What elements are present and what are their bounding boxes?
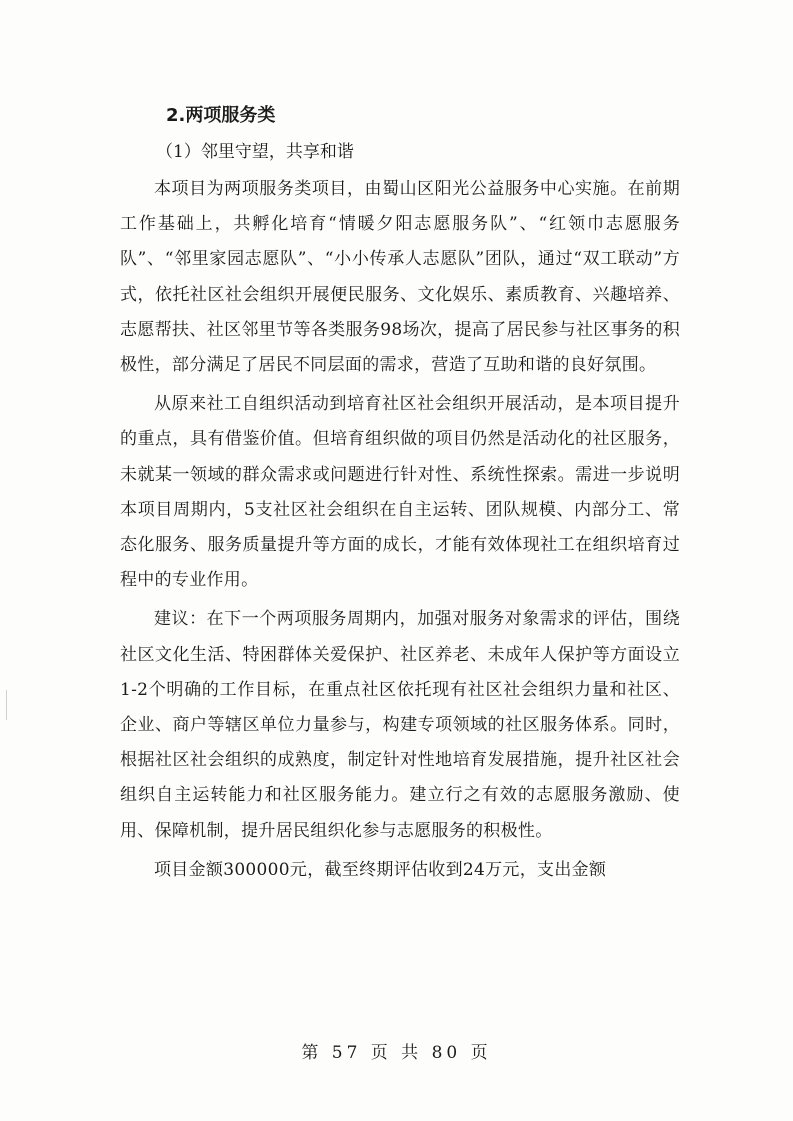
section-heading: 2.两项服务类 [166,105,276,126]
paragraph-funding: 项目金额300000元，截至终期评估收到24万元，支出金额 [154,859,607,880]
scan-margin-mark [6,690,7,720]
paragraph-suggestion: 建议：在下一个两项服务周期内，加强对服务对象需求的评估，围绕社区文化生活、特困群体关爱保护、社区养老、未成年人保护等方面设立1-2个明确的工作目标，在重点社区依托现有社区社会组织力量和社区、企业、商户等辖区单位力量参与，构建专项领域的社区服务体系。同时，根据社区社会组织的成熟度，制定针对性地培育发展措施，提升社区社会组织自主运转能力和社区服务能力。建立行之有效的志愿服务激励、使用、保障机制，提升居民组织化参与志愿服务的积极性。 [120,609,680,841]
page-content [120,98,680,892]
page-number-footer: 第 57 页 共 80 页 [301,1043,492,1063]
sub-heading: （1）邻里守望，共享和谐 [156,142,354,162]
paragraph-project-intro: 本项目为两项服务类项目，由蜀山区阳光公益服务中心实施。在前期工作基础上，共孵化培育“情暖夕阳志愿服务队”、“红领巾志愿服务队”、“邻里家园志愿队”、“小小传承人志愿队”团队，通过“双工联动”方式，依托社区社会组织开展便民服务、文化娱乐、素质教育、兴趣培养、志愿帮扶、社区邻里节等各类服务98场次，提高了居民参与社区事务的积极性，部分满足了居民不同层面的需求，营造了互助和谐的良好氛围。 [120,179,680,376]
paragraph-evaluation: 从原来社工自组织活动到培育社区社会组织开展活动，是本项目提升的重点，具有借鉴价值。但培育组织做的项目仍然是活动化的社区服务，未就某一领域的群众需求或问题进行针对性、系统性探索。需进一步说明本项目周期内，5支社区社会组织在自主运转、团队规模、内部分工、常态化服务、服务质量提升等方面的成长，才能有效体现社工在组织培育过程中的专业作用。 [120,394,680,591]
